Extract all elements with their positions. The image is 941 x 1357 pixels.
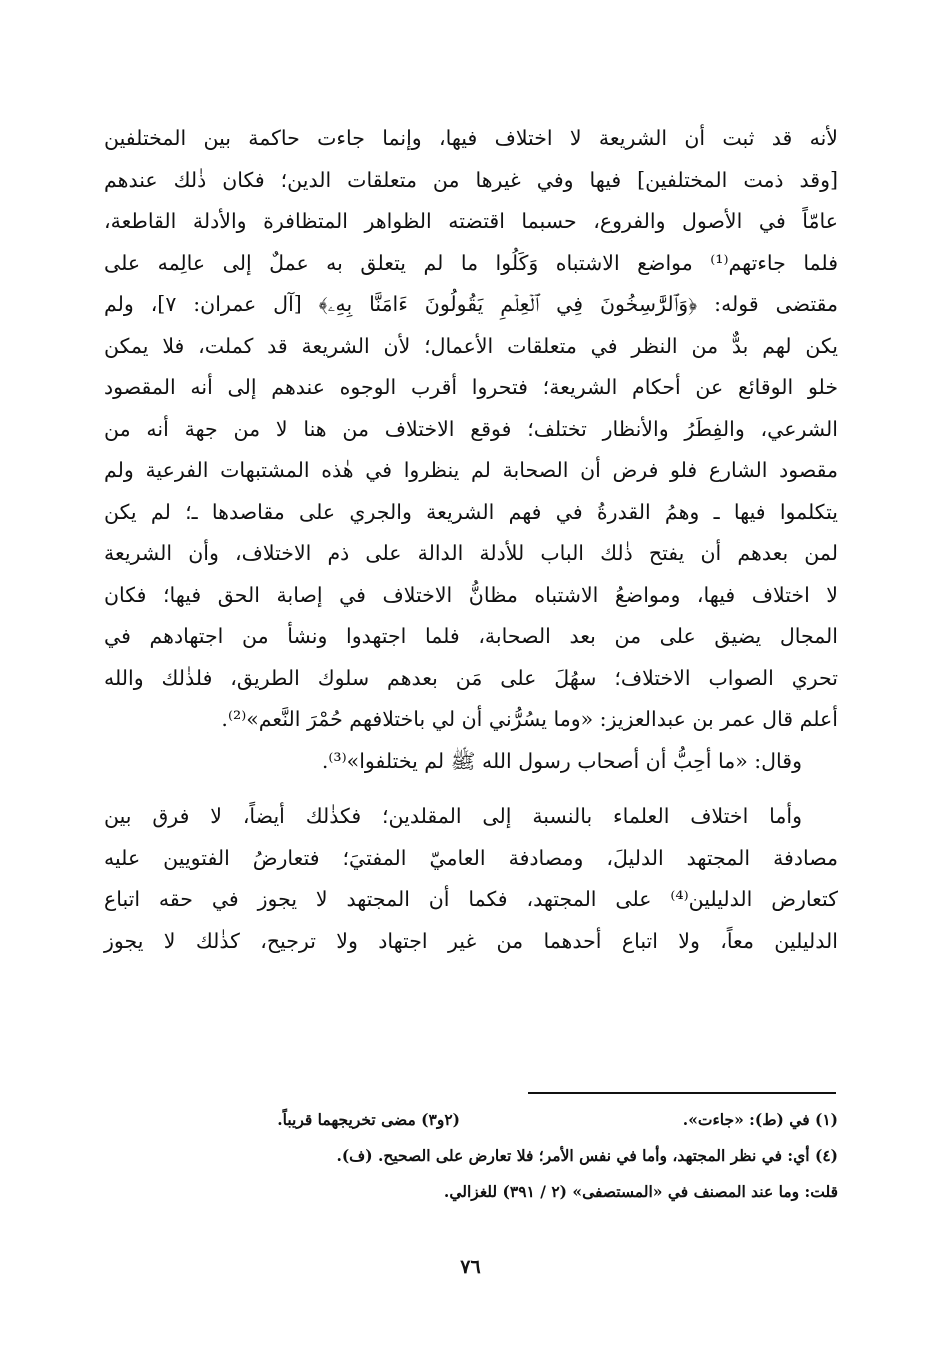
text-line: كتعارض الدليلين⁽⁴⁾ على المجتهد، فكما أن المجتهد لا يجوز في حقه اتباع — [104, 887, 838, 911]
footnotes — [104, 1102, 838, 1210]
main-text — [104, 118, 838, 962]
text-line: مقصود الشارع فلو فرض أن الصحابة لم ينظروا في هٰذه المشتبهات الفرعية ولم — [104, 458, 838, 482]
text-line: فلما جاءتهم⁽¹⁾ مواضع الاشتباه وَكَلُوا ما لم يتعلق به عملٌ إلى عالِمه على — [104, 250, 838, 275]
footnote-2-3: (٢و٣) مضى تخريجهما قريباً. — [277, 1110, 460, 1129]
text-line: [وقد ذمت المختلفين] فيها وفي غيرها من متعلقات الدين؛ فكان ذٰلك عندهم — [104, 167, 838, 192]
text-line: الشرعي، والفِطَرُ والأنظار تختلف؛ فوقع الاختلاف من هنا لا من جهة أنه من — [104, 416, 838, 441]
footnote-row — [104, 1174, 838, 1210]
text-line: أعلم قال عمر بن عبدالعزيز: «وما يسُرُّني أن لي باختلافهم حُمْرَ النَّعم»⁽²⁾. — [221, 707, 838, 731]
quote-line: وقال: «ما أحِبُّ أن أصحاب رسول الله ﷺ لم يختلفوا»⁽³⁾. — [321, 748, 802, 773]
text-line: وأما اختلاف العلماء بالنسبة إلى المقلدين؛ فكذٰلك أيضاً، لا فرق بين — [104, 804, 802, 828]
text-line: خلو الوقائع عن أحكام الشريعة؛ فتحروا أقرب الوجوه عندهم إلى أنه المقصود — [104, 375, 838, 399]
text-line: لا اختلاف فيها، ومواضعُ الاشتباه مظانُّ الاختلاف في إصابة الحق فيها؛ فكان — [104, 582, 838, 607]
text-line: مقتضى قوله: ﴿وَٱلرَّٰسِخُونَ فِي ٱلۡعِلۡمِ يَقُولُونَ ءَامَنَّا بِهِۦ﴾ [آل عمران: ٧]، ولم — [104, 292, 838, 316]
text-line: مصادفة المجتهد الدليلَ، ومصادفة العاميّ المفتيَ؛ فتعارضُ الفتويين عليه — [104, 845, 838, 870]
footnote-1: (١) في (ط): «جاءت». — [682, 1110, 838, 1129]
text-line: الدليلين معاً، ولا اتباع أحدهما من غير اجتهاد ولا ترجيح، كذٰلك لا يجوز — [104, 928, 838, 953]
footnote-4-note: قلت: وما عند المصنف في «المستصفى» (٢ / ٣٩١) للغزالي. — [443, 1182, 838, 1201]
footnote-row — [104, 1102, 838, 1138]
footnote-row — [104, 1138, 838, 1174]
page-number: ٧٦ — [460, 1256, 481, 1278]
text-line: لمن بعدهم أن يفتح ذٰلك الباب للأدلة الدالة على ذم الاختلاف، وأن الشريعة — [104, 541, 838, 565]
text-line: تحري الصواب الاختلاف؛ سهُلَ على مَن بعدهم سلوك الطريق، فلذٰلك والله — [104, 665, 838, 690]
text-line: يكن لهم بدٌّ من النظر في متعلقات الأعمال؛ لأن الشريعة قد كملت، فلا يمكن — [104, 333, 838, 358]
text-line: لأنه قد ثبت أن الشريعة لا اختلاف فيها، وإنما جاءت حاكمة بين المختلفين — [104, 126, 838, 150]
footnote-4: (٤) أي: في نظر المجتهد، وأما في نفس الأمر؛ فلا تعارض على الصحيح. (ف). — [336, 1146, 838, 1165]
text-line: المجال يضيق على من بعد الصحابة، فلما اجتهدوا ونشأ من اجتهادهم في — [104, 624, 838, 648]
footnote-separator — [528, 1092, 836, 1094]
text-line: يتكلموا فيها ـ وهمُ القدرةُ في فهم الشريعة والجري على مقاصدها ـ؛ لم يكن — [104, 499, 838, 524]
text-line: عامّاً في الأصول والفروع، حسبما اقتضته الظواهر المتظافرة والأدلة القاطعة، — [104, 209, 838, 233]
